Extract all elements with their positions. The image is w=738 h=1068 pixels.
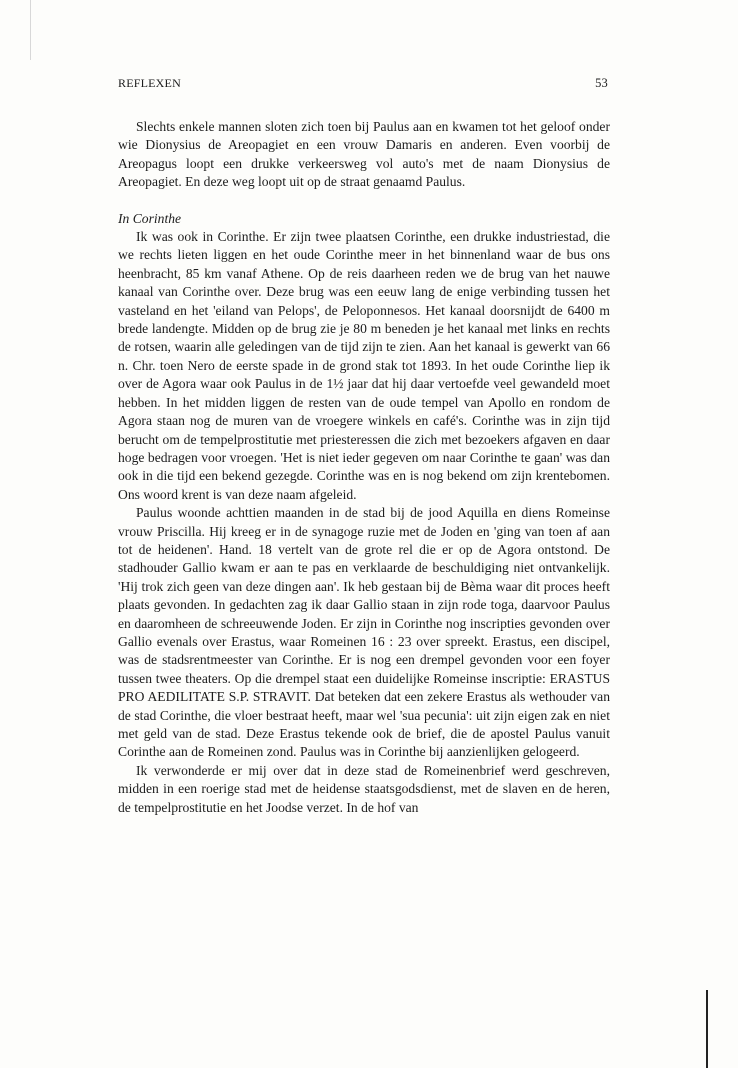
paragraph-paulus-corinthe: Paulus woonde achttien maanden in de stad bij de jood Aquilla en diens Romeinse vrouw Priscilla. Hij kreeg er in de synagoge ruzie met de Joden en 'ging van toen af aan tot de heidenen'. Hand. 18 vertelt van de grote rel die er op de Agora ontstond. De stadhouder Gallio kwam er aan te pas en verklaarde de beschuldiging niet ontvankelijk. 'Hij trok zich geen van deze dingen aan'. Ik heb gestaan bij de Bèma waar dit proces heeft plaats gevonden. In gedachten zag ik daar Gallio staan in zijn rode toga, daarvoor Paulus en daaromheen de schreeuwende Joden. Er zijn in Corinthe nog inscripties gevonden over Gallio evenals over Erastus, waar Romeinen 16 : 23 over spreekt. Erastus, een discipel, was de stadsrentmeester van Corinthe. Er is nog een drempel gevonden voor een foyer tussen twee theaters. Op die drempel staat een duidelijke Romeinse inscriptie: ERASTUS PRO AEDILITATE S.P. STRAVIT. Dat beteken dat een zekere Erastus als wethouder van de stad Corinthe, die vloer bestraat heeft, maar wel 'sua pecunia': uit zijn eigen zak en niet met geld van de stad. Deze Erastus tekende ook de brief, die de apostel Paulus vanuit Corinthe aan de Romeinen zond. Paulus was in Corinthe bij aanzienlijken gelogeerd. (118, 505, 610, 760)
scan-edge-line (30, 0, 31, 60)
paragraph-areopagus: Slechts enkele mannen sloten zich toen bij Paulus aan en kwamen tot het geloof onder wie Dionysius de Areopagiet en een vrouw Damaris en anderen. Even voorbij de Areopagus loopt een drukke verkeersweg vol auto's met de naam Dionysius de Areopagiet. En deze weg loopt uit op de straat genaamd Paulus. (118, 119, 610, 190)
section-heading-corinthe: In Corinthe (118, 210, 182, 226)
page-spine-mark (706, 990, 708, 1068)
body-text (118, 118, 610, 817)
page-number: 53 (595, 76, 608, 90)
paragraph-romeinenbrief: Ik verwonderde er mij over dat in deze stad de Romeinenbrief werd geschreven, midden in een roerige stad met de heidense staatsgodsdienst, met de slaven en de heren, de tempelprostitutie en het Joodse verzet. In de hof van (118, 762, 610, 815)
paragraph-corinthe-visit: Ik was ook in Corinthe. Er zijn twee plaatsen Corinthe, een drukke industriestad, die we rechts lieten liggen en het oude Corinthe meer in het binnenland waar de bus ons heenbracht, 85 km vanaf Athene. Op de reis daarheen reden we de brug van het nauwe kanaal van Corinthe over. Deze brug was een eeuw lang de enige verbinding tussen het vasteland en het 'eiland van Pelops', de Peloponnesos. Het kanaal doorsnijdt de 6400 m brede landengte. Midden op de brug zie je 80 m beneden je het kanaal met links en rechts de rotsen, waarin alle geledingen van de tijd zijn te zien. Aan het kanaal is gewerkt van 66 n. Chr. toen Nero de eerste spade in de grond stak tot 1893. In het oude Corinthe liep ik over de Agora waar ook Paulus in de 1½ jaar dat hij daar vertoefde veel gewandeld moet hebben. In het midden liggen de resten van de oude tempel van Apollo en rondom de Agora staan nog de muren van de vroegere winkels en café's. Corinthe was in zijn tijd berucht om de tempelprostitutie met priesteressen die zich met bezoekers afgaven en daar hoge bedragen voor vroegen. 'Het is niet ieder gegeven om naar Corinthe te gaan' was dan ook in die tijd een bekend gezegde. Corinthe was en is nog bekend om zijn krentebomen. Ons woord krent is van deze naam afgeleid. (118, 229, 610, 502)
page-header (118, 76, 608, 94)
running-head: REFLEXEN (118, 76, 181, 90)
